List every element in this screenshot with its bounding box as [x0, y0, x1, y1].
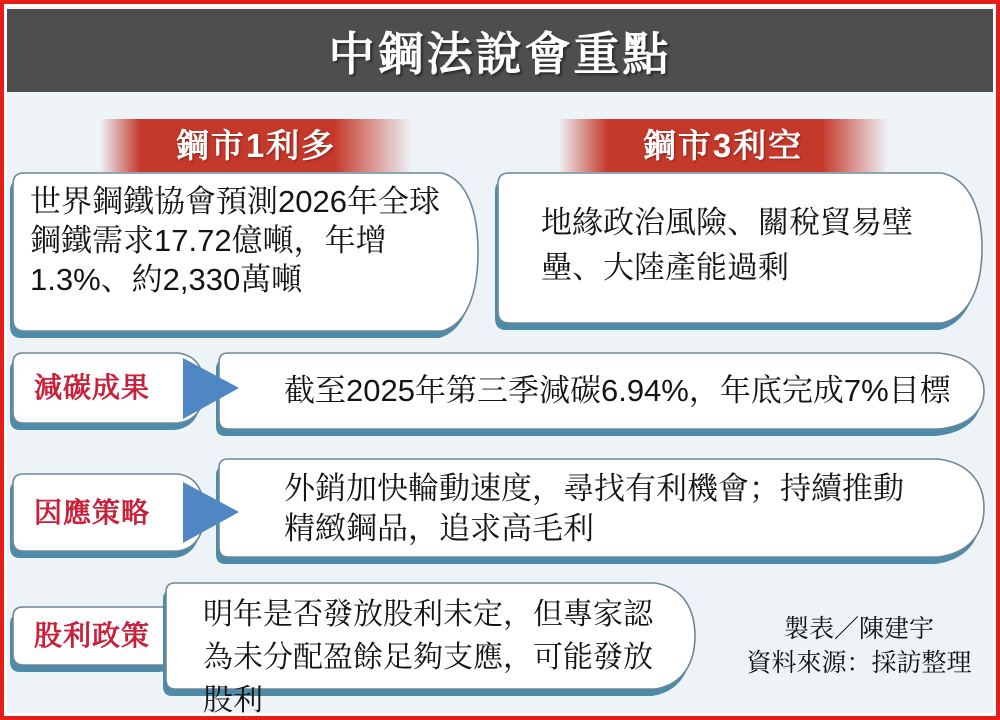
- credit-source: 資料來源：採訪整理: [746, 649, 972, 677]
- row-bubble-carbon: [218, 352, 984, 430]
- row-text: 明年是否發放股利未定，但專家認為未分配盈餘足夠支應，可能發放股利: [203, 598, 653, 717]
- tab-bearish: 鋼市3利空: [558, 119, 888, 172]
- bullish-bubble: [12, 172, 478, 332]
- title-bar: [7, 9, 993, 92]
- credit-author: 製表／陳建宇: [783, 615, 934, 643]
- page-title: 中鋼法說會重點: [328, 27, 672, 80]
- credits: [733, 612, 985, 680]
- row-text: 外銷加快輪動速度，尋找有利機會；持續推動精緻鋼品，追求高毛利: [284, 471, 904, 546]
- row-label-strategy: [12, 473, 204, 552]
- tab-bullish: 鋼市1利多: [100, 119, 412, 172]
- row-bubble-dividend: [165, 582, 695, 717]
- arrow-right-icon: [183, 358, 239, 419]
- row-text: 截至2025年第三季減碳6.94%，年底完成7%目標: [284, 373, 951, 408]
- row-label-text: 減碳成果: [34, 372, 151, 403]
- arrow-right-icon: [183, 482, 239, 543]
- bearish-text: 地緣政治風險、關稅貿易壁壘、大陸產能過剩: [541, 205, 913, 285]
- bullish-text: 世界鋼鐵協會預測2026年全球鋼鐵需求17.72億噸，年增1.3%、約2,330萬噸: [30, 184, 440, 297]
- row-label-carbon: [12, 352, 204, 424]
- row-bubble-strategy: [218, 458, 984, 558]
- bearish-bubble: [497, 172, 982, 324]
- row-label-text: 股利政策: [34, 620, 151, 651]
- row-label-dividend: [12, 606, 188, 666]
- row-label-text: 因應策略: [34, 497, 151, 528]
